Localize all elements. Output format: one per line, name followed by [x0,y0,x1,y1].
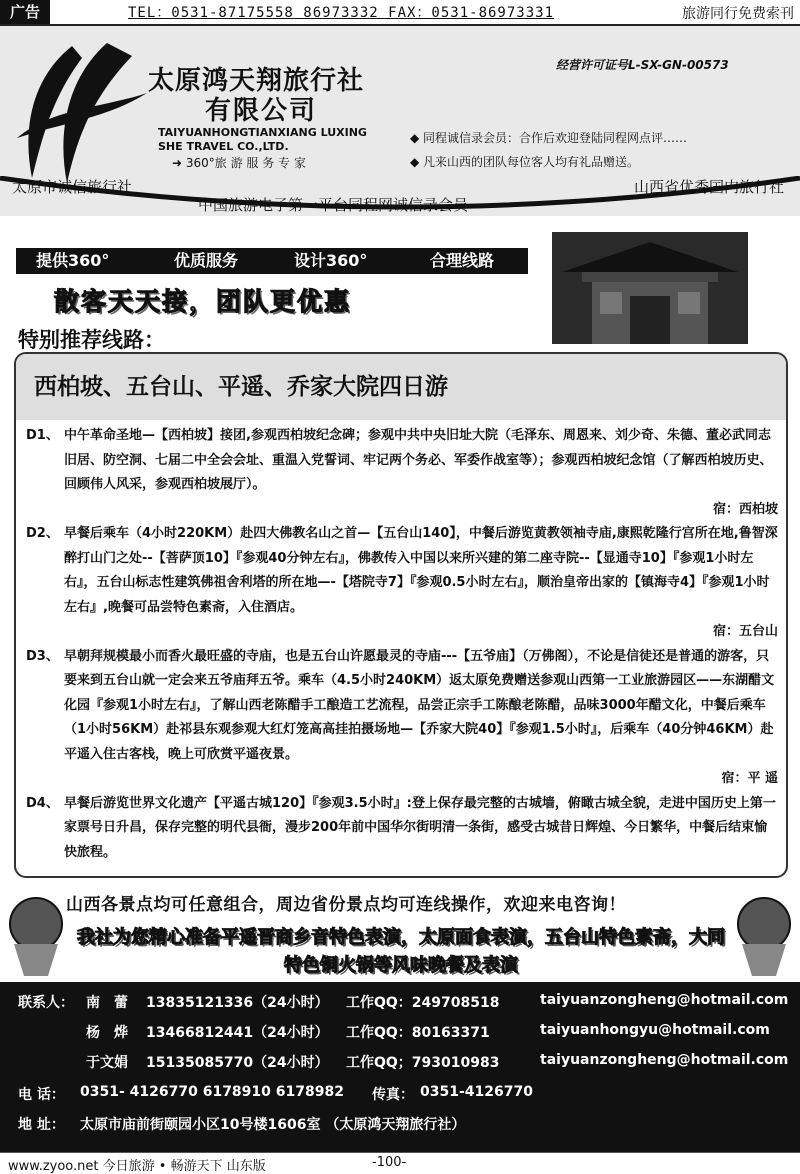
headline: 散客天天接，团队更优惠 [54,287,352,316]
contact-name: 杨 烨 [86,1025,128,1041]
day-item: D3、 早朝拜规模最小而香火最旺盛的寺庙，也是五台山许愿最灵的寺庙---【五爷庙】（万佛阁），不论是信徒还是普通的游客，只要来到五台山就一定会来五爷庙拜五爷。乘车（4.5小时240KM）返太原免费赠送参观山西第一工业旅游园区——东湖醋文化园『参观1小时左右』，了解山西老陈醋手工酿造工艺流程，品尝正宗手工陈酿老陈醋，品味3000年醋文化，中餐后乘车（1小时56KM）赴祁县东观参观大红灯笼高高挂拍摄场地—【乔家大院40】『参观1.5小时』，后乘车（40分钟46KM）赴平遥入住古客栈，晚上可欣赏平遥夜景。 宿：平 遥 [26,648,778,786]
ad-label: 广告 [0,0,50,24]
strip-item: 合理线路 [430,251,495,270]
contact-email[interactable]: taiyuanhongyu@hotmail.com [540,1022,770,1038]
top-contact: TEL：0531-87175558 86973332 FAX：0531-86973331 [128,5,555,21]
day-item: D2、 早餐后乘车（4小时220KM）赴四大佛教名山之首—【五台山140】，中餐后游览黄教领袖寺庙,康熙乾隆行宫所在地,鲁智深醉打山门之处--【菩萨顶10】『参观40分钟左右』，佛教传入中国以来所兴建的第二座寺院--【显通寺10】『参观1小时左右』，五台山标志性建筑佛祖舍利塔的所在地—-【塔院寺7】『参观0.5小时左右』，顺治皇帝出家的【镇海寺4】『参观1小时左右』,晚餐可品尝特色素斋，入住酒店。 宿：五台山 [26,526,778,639]
contact-email[interactable]: taiyuanzongheng@hotmail.com [540,1052,789,1068]
promo-line-2: 我社为您精心准备平遥晋商乡音特色表演，太原面食表演，五台山特色素斋，大同特色铜火锅等风味晚餐及表演 [77,927,725,976]
temple-photo [552,232,748,344]
day-item: D4、 早餐后游览世界文化遗产【平遥古城120】『参观3.5小时』:登上保存最完整的古城墙，俯瞰古城全貌，走进中国历史上第一家票号日升昌，保存完整的明代县衙，漫步200年前中国华尔街明清一条街，感受古城昔日辉煌、今日繁华，中餐后结束愉快旅程。 [26,795,776,860]
strip-item: 优质服务 [174,251,239,270]
index-tag: 旅游同行免费索刊 [682,6,794,22]
contact-label: 联系人： [18,995,74,1011]
slogan: ➜ 360°旅 游 服 务 专 家 [172,156,306,170]
badge-middle: 中国旅游电子第一平台同程网诚信录会员 [198,196,469,214]
phone-label: 电 话： [18,1087,65,1103]
note-item: ◆ 同程诚信录会员：合作后欢迎登陆同程网点评…… [410,126,687,150]
notes [410,126,687,174]
contact-phone: 15135085770（24小时） [146,1055,329,1071]
badge-left: 太原市诚信旅行社 [12,178,133,196]
strip-item: 设计360° [294,251,368,270]
bottom-bar [0,1152,800,1173]
fax-number: 0351-4126770 [420,1084,533,1100]
route-box [14,352,788,878]
route-title: 西柏坡、五台山、平遥、乔家大院四日游 [34,374,448,400]
page-number: -100- [372,1155,407,1170]
top-bar [0,0,800,26]
feature-strip [16,248,528,274]
company-logo [12,38,152,188]
phone-numbers: 0351- 4126770 6178910 6178982 [80,1084,344,1100]
address: 太原市庙前街颐园小区10号楼1606室 （太原鸿天翔旅行社） [80,1117,466,1133]
site-info: www.zyoo.net 今日旅游 • 畅游天下 山东版 [8,1159,266,1174]
license-number: 经营许可证号L-SX-GN-00573 [556,58,729,72]
fax-label: 传真： [372,1087,414,1103]
promo-line-1: 山西各景点均可任意组合，周边省份景点均可连线操作，欢迎来电咨询！ [66,895,626,915]
contact-phone: 13466812441（24小时） [146,1025,329,1041]
contact-email[interactable]: taiyuanzongheng@hotmail.com [540,992,789,1008]
arrow-circle-icon: ➜ [172,156,183,170]
header [0,26,800,216]
strip-item: 提供360° [36,251,110,270]
contact-qq: 工作QQ：249708518 [346,995,500,1011]
badge-right: 山西省优秀国内旅行社 [633,178,784,196]
company-name-line2: 有限公司 [205,96,318,126]
lantern-ornament-icon [730,884,796,980]
address-label: 地 址： [18,1117,65,1133]
recommend-label: 特别推荐线路： [18,328,165,352]
day-item: D1、 中午革命圣地—【西柏坡】接团,参观西柏坡纪念碑；参观中共中央旧址大院（毛泽东、周恩来、刘少奇、朱德、董必武同志旧居、防空洞、七届二中全会会址、重温入党誓词、牢记两个务必、军委作战室等）；参观西柏坡纪念馆（了解西柏坡历史、回顾伟人风采，参观西柏坡展厅）。 宿：西柏坡 [26,428,778,517]
contact-phone: 13835121336（24小时） [146,995,329,1011]
company-english-name: TAIYUANHONGTIANXIANG LUXING SHE TRAVEL CO.,LTD. [158,126,367,153]
contact-footer [0,982,800,1152]
lantern-ornament-icon [4,884,70,980]
itinerary [26,424,778,865]
contact-name: 南 蕾 [86,995,128,1011]
contact-name: 于文娟 [86,1055,128,1071]
note-item: ◆ 凡来山西的团队每位客人均有礼品赠送。 [410,150,687,174]
company-name-line1: 太原鸿天翔旅行社 [148,66,365,96]
contact-qq: 工作QQ：80163371 [346,1025,490,1041]
contact-qq: 工作QQ；793010983 [346,1055,500,1071]
